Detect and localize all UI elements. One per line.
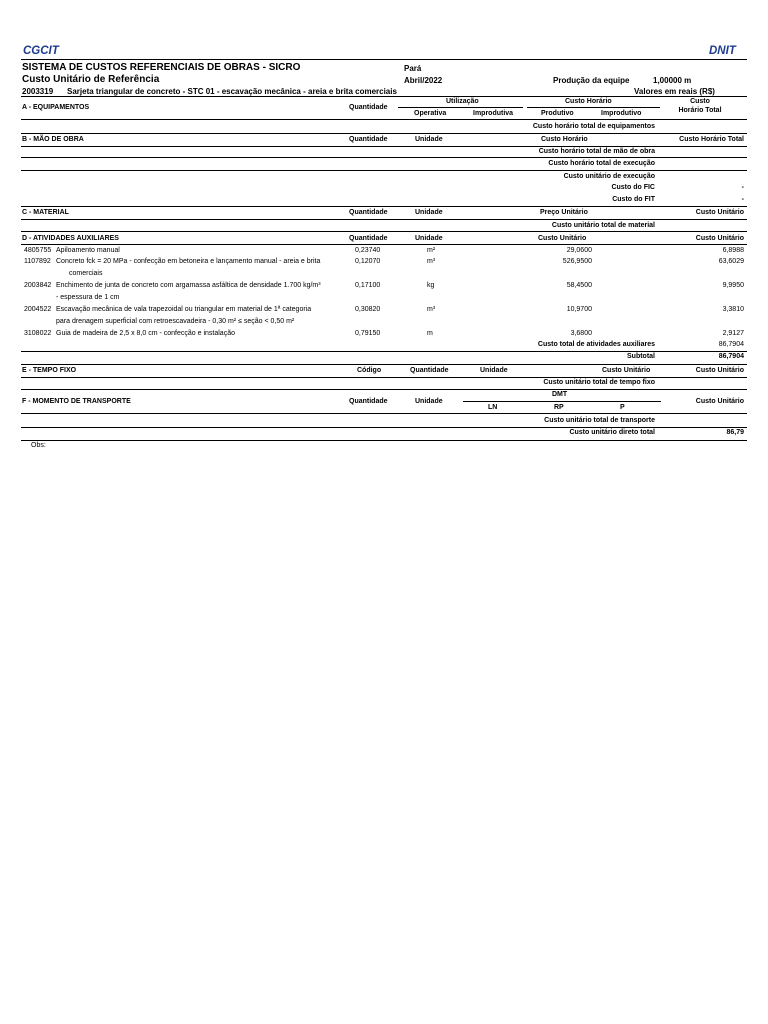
section-b-total-hourly: Custo Horário Total bbox=[679, 136, 744, 143]
row-quantity: 0,79150 bbox=[355, 330, 381, 337]
section-e-title: E - TEMPO FIXO bbox=[22, 367, 77, 374]
currency-note: Valores em reais (R$) bbox=[634, 87, 715, 96]
auxiliary-total-label: Custo total de atividades auxiliares bbox=[537, 341, 655, 348]
row-description: Apiloamento manual bbox=[56, 247, 120, 254]
row-price: 29,0600 bbox=[566, 247, 592, 254]
p-header: P bbox=[620, 404, 625, 411]
service-description: Sarjeta triangular de concreto - STC 01 - escavação mecânica - areia e brita comerciais bbox=[67, 87, 397, 96]
production-value: 1,00000 m bbox=[653, 76, 692, 85]
subtotal-value: 86,7904 bbox=[718, 353, 744, 360]
fixed-time-total-label: Custo unitário total de tempo fixo bbox=[543, 379, 655, 386]
row-description: Escavação mecânica de vala trapezoidal ou triangular em material de 1ª categoria bbox=[56, 306, 312, 313]
equipment-total-label: Custo horário total de equipamentos bbox=[532, 123, 655, 130]
unproductive-cost-header: Improdutivo bbox=[601, 110, 642, 117]
utilization-rule bbox=[398, 107, 523, 108]
hourly-cost-rule bbox=[527, 107, 660, 108]
section-b-end-rule bbox=[21, 206, 747, 207]
row-cost: 2,9127 bbox=[722, 330, 744, 337]
production-label: Produção da equipe bbox=[553, 76, 630, 85]
section-e-code: Código bbox=[357, 367, 382, 374]
service-code: 2003319 bbox=[22, 87, 54, 96]
rp-header: RP bbox=[554, 404, 564, 411]
subtotal-rule bbox=[21, 364, 747, 365]
section-b-unit: Unidade bbox=[415, 136, 443, 143]
row-description-2: - espessura de 1 cm bbox=[56, 294, 120, 301]
row-price: 3,6800 bbox=[570, 330, 592, 337]
section-d-quantity: Quantidade bbox=[349, 235, 388, 242]
direct-total-rule bbox=[21, 440, 747, 441]
row-cost: 9,9950 bbox=[722, 282, 744, 289]
section-d-total-cost: Custo Unitário bbox=[695, 235, 744, 242]
section-e-quantity: Quantidade bbox=[410, 367, 449, 374]
total-hourly-header-2: Horário Total bbox=[678, 107, 722, 114]
fit-label: Custo do FIT bbox=[612, 196, 655, 203]
row-description-2: comerciais bbox=[69, 270, 103, 277]
section-d-unit: Unidade bbox=[415, 235, 443, 242]
unproductive-header: Improdutiva bbox=[473, 110, 514, 117]
section-b-hourly: Custo Horário bbox=[541, 136, 588, 143]
row-unit: m bbox=[427, 330, 433, 337]
section-d-unit-cost: Custo Unitário bbox=[538, 235, 587, 242]
header-rule-2 bbox=[21, 96, 747, 97]
productive-header: Produtivo bbox=[541, 110, 574, 117]
hourly-cost-header: Custo Horário bbox=[565, 98, 612, 105]
section-c-rule bbox=[21, 219, 747, 220]
section-a-end-rule bbox=[21, 133, 747, 134]
row-unit: m² bbox=[427, 247, 436, 254]
obs-label: Obs: bbox=[31, 442, 46, 449]
section-e-rule bbox=[21, 377, 747, 378]
fic-label: Custo do FIC bbox=[611, 184, 655, 191]
labor-total-label: Custo horário total de mão de obra bbox=[538, 148, 655, 155]
row-cost: 6,8988 bbox=[722, 247, 744, 254]
direct-total-label: Custo unitário direto total bbox=[569, 429, 655, 436]
auxiliary-total-value: 86,7904 bbox=[718, 341, 744, 348]
transport-total-label: Custo unitário total de transporte bbox=[544, 417, 655, 424]
section-b-quantity: Quantidade bbox=[349, 136, 388, 143]
fit-value: - bbox=[741, 196, 744, 203]
row-description: Enchimento de junta de concreto com argamassa asfáltica de densidade 1.700 kg/m³ bbox=[56, 282, 321, 289]
cgcit-logo: CGCIT bbox=[23, 45, 59, 57]
row-quantity: 0,17100 bbox=[355, 282, 381, 289]
section-b-title: B - MÃO DE OBRA bbox=[22, 136, 84, 143]
fic-value: - bbox=[741, 184, 744, 191]
state-label: Pará bbox=[404, 64, 422, 73]
section-b-rule bbox=[21, 146, 747, 147]
operative-header: Operativa bbox=[414, 110, 447, 117]
section-c-cost: Custo Unitário bbox=[695, 209, 744, 216]
section-c-title: C - MATERIAL bbox=[22, 209, 69, 216]
section-c-quantity: Quantidade bbox=[349, 209, 388, 216]
dnit-logo: DNIT bbox=[709, 45, 736, 57]
row-description-2: para drenagem superficial com retroescavadeira - 0,30 m² ≤ seção < 0,50 m² bbox=[56, 318, 295, 325]
section-f-rule bbox=[21, 413, 747, 414]
material-total-label: Custo unitário total de material bbox=[551, 222, 655, 229]
utilization-header: Utilização bbox=[446, 98, 479, 105]
row-unit: kg bbox=[427, 282, 435, 289]
dmt-rule bbox=[463, 401, 661, 402]
section-e-unit-cost: Custo Unitário bbox=[602, 367, 651, 374]
section-d-title: D - ATIVIDADES AUXILIARES bbox=[22, 235, 119, 242]
header-rule bbox=[21, 59, 747, 60]
transport-total-rule bbox=[21, 427, 747, 428]
section-e-end-rule bbox=[21, 389, 747, 390]
section-c-unit: Unidade bbox=[415, 209, 443, 216]
section-f-unit-cost: Custo Unitário bbox=[695, 398, 744, 405]
row-price: 58,4500 bbox=[566, 282, 592, 289]
row-code: 4805755 bbox=[24, 247, 52, 254]
section-a-rule bbox=[21, 119, 747, 120]
unit-execution-label: Custo unitário de execução bbox=[563, 173, 655, 180]
execution-total-label: Custo horário total de execução bbox=[548, 160, 655, 167]
ln-header: LN bbox=[488, 404, 498, 411]
total-hourly-header-1: Custo bbox=[690, 98, 710, 105]
section-f-unit: Unidade bbox=[415, 398, 443, 405]
row-code: 3108022 bbox=[24, 330, 52, 337]
section-d-end-rule bbox=[21, 351, 747, 352]
row-price: 526,9500 bbox=[562, 258, 592, 265]
section-c-price: Preço Unitário bbox=[540, 209, 588, 216]
section-e-unit-cost-2: Custo Unitário bbox=[695, 367, 744, 374]
row-unit: m³ bbox=[427, 258, 436, 265]
section-f-title: F - MOMENTO DE TRANSPORTE bbox=[22, 398, 131, 405]
row-code: 2003842 bbox=[24, 282, 52, 289]
row-quantity: 0,12070 bbox=[355, 258, 381, 265]
execution-total-rule bbox=[21, 170, 747, 171]
row-quantity: 0,23740 bbox=[355, 247, 381, 254]
row-price: 10,9700 bbox=[566, 306, 592, 313]
row-code: 1107892 bbox=[24, 258, 51, 265]
section-d-rule bbox=[21, 244, 747, 245]
row-quantity: 0,30820 bbox=[355, 306, 381, 313]
section-a-quantity: Quantidade bbox=[349, 104, 388, 111]
dmt-header: DMT bbox=[552, 391, 568, 398]
row-cost: 3,3810 bbox=[722, 306, 744, 313]
section-e-unit: Unidade bbox=[480, 367, 508, 374]
labor-total-rule bbox=[21, 157, 747, 158]
row-description: Guia de madeira de 2,5 x 8,0 cm - confecção e instalação bbox=[56, 330, 235, 337]
row-code: 2004522 bbox=[24, 306, 52, 313]
row-unit: m³ bbox=[427, 306, 436, 313]
section-f-quantity: Quantidade bbox=[349, 398, 388, 405]
subtotal-label: Subtotal bbox=[627, 353, 655, 360]
report-title: Custo Unitário de Referência bbox=[22, 74, 160, 85]
row-cost: 63,6029 bbox=[718, 258, 744, 265]
row-description: Concreto fck = 20 MPa - confecção em betoneira e lançamento manual - areia e brita bbox=[56, 258, 321, 265]
direct-total-value: 86,79 bbox=[726, 429, 744, 436]
section-c-end-rule bbox=[21, 231, 747, 232]
system-title: SISTEMA DE CUSTOS REFERENCIAIS DE OBRAS - SICRO bbox=[22, 62, 301, 73]
section-a-title: A - EQUIPAMENTOS bbox=[22, 104, 90, 111]
date-label: Abril/2022 bbox=[404, 76, 443, 85]
